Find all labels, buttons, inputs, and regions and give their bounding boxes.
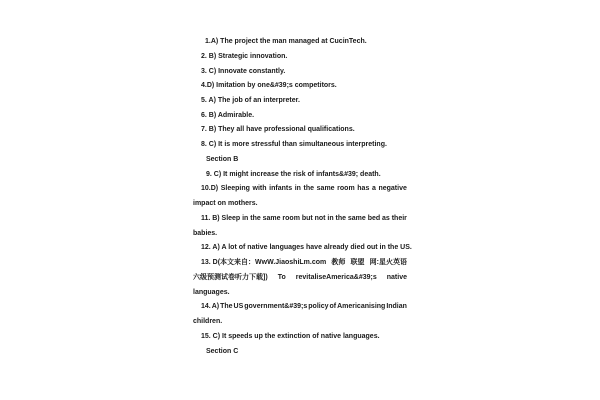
answer-12: 12. A) A lot of native languages have already died out in the US. (201, 244, 412, 251)
answer-4: 4.D) Imitation by one&#39;s competitors. (201, 82, 337, 89)
answer-1: 1.A) The project the man managed at CucinTech. (205, 38, 367, 45)
answer-13-line-1: 13. D(本文来自：WwW.JiaoshiLm.com 教师 联盟 网:星火英语 (201, 259, 407, 266)
answer-3: 3. C) Innovate constantly. (201, 68, 286, 75)
answer-8: 8. C) It is more stressful than simultaneous interpreting. (201, 141, 387, 148)
answer-10-line-1: 10.D) Sleeping with infants in the same room has a negative (201, 185, 407, 192)
section-c-heading: Section C (206, 348, 239, 355)
answer-14-line-1: 14. A) The US government&#39;s policy of Americanising Indian (201, 303, 407, 310)
answer-13-line-2: 六级预测试卷听力下载]) To revitaliseAmerica&#39;s native (193, 274, 407, 281)
answer-11-line-2: babies. (193, 230, 218, 237)
answer-14-line-2: children. (193, 318, 223, 325)
answer-5: 5. A) The job of an interpreter. (201, 97, 300, 104)
answer-13-line-3: languages. (193, 289, 230, 296)
answer-10-line-2: impact on mothers. (193, 200, 258, 207)
answer-7: 7. B) They all have professional qualifications. (201, 126, 355, 133)
answer-6: 6. B) Admirable. (201, 112, 255, 119)
answer-11-line-1: 11. B) Sleep in the same room but not in the same bed as their (201, 215, 407, 222)
answer-9: 9. C) It might increase the risk of infants&#39; death. (206, 171, 381, 178)
section-b-heading: Section B (206, 156, 239, 163)
answer-2: 2. B) Strategic innovation. (201, 53, 288, 60)
answer-15: 15. C) It speeds up the extinction of native languages. (201, 333, 380, 340)
